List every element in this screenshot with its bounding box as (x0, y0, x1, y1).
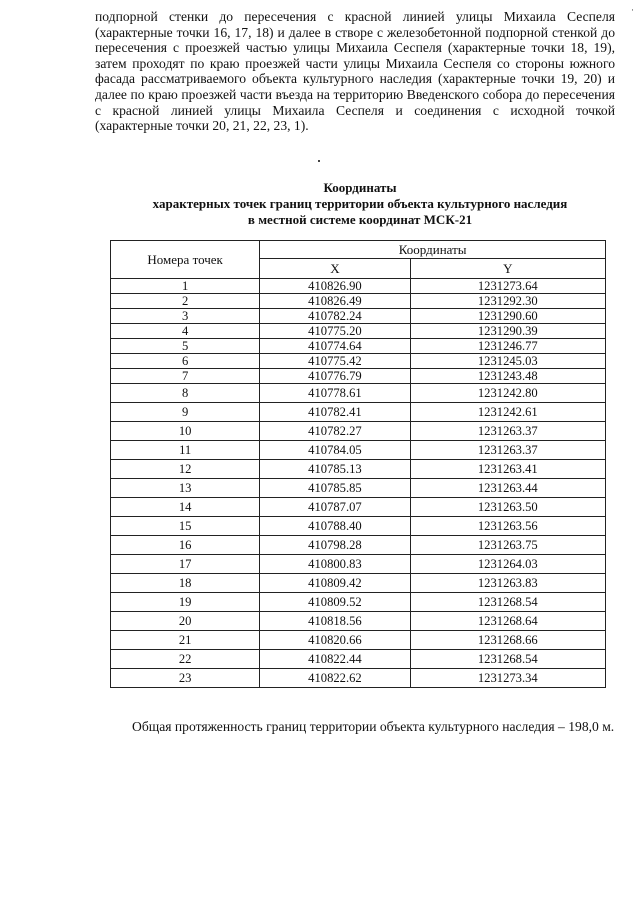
heading-line-1: Координаты (323, 180, 397, 195)
x-coordinate-cell: 410822.44 (260, 650, 410, 669)
x-coordinate-cell: 410784.05 (260, 441, 410, 460)
table-row (111, 536, 606, 555)
x-coordinate-cell: 410785.13 (260, 460, 410, 479)
x-coordinate-cell: 410774.64 (260, 339, 410, 354)
table-row (111, 279, 606, 294)
x-coordinate-cell: 410798.28 (260, 536, 410, 555)
table-row (111, 384, 606, 403)
x-coordinate-cell: 410788.40 (260, 517, 410, 536)
table-row (111, 479, 606, 498)
x-coordinate-cell: 410785.85 (260, 479, 410, 498)
coordinates-table (110, 240, 606, 688)
header-point-numbers: Номера точек (111, 241, 260, 279)
y-coordinate-cell: 1231290.60 (410, 309, 605, 324)
y-coordinate-cell: 1231242.80 (410, 384, 605, 403)
x-coordinate-cell: 410782.27 (260, 422, 410, 441)
x-coordinate-cell: 410776.79 (260, 369, 410, 384)
y-coordinate-cell: 1231263.37 (410, 422, 605, 441)
table-row (111, 422, 606, 441)
x-coordinate-cell: 410809.52 (260, 593, 410, 612)
point-number-cell: 1 (111, 279, 260, 294)
point-number-cell: 15 (111, 517, 260, 536)
y-coordinate-cell: 1231292.30 (410, 294, 605, 309)
point-number-cell: 6 (111, 354, 260, 369)
point-number-cell: 11 (111, 441, 260, 460)
table-row (111, 669, 606, 688)
y-coordinate-cell: 1231243.48 (410, 369, 605, 384)
point-number-cell: 3 (111, 309, 260, 324)
table-row (111, 403, 606, 422)
point-number-cell: 13 (111, 479, 260, 498)
table-row (111, 294, 606, 309)
point-number-cell: 21 (111, 631, 260, 650)
x-coordinate-cell: 410809.42 (260, 574, 410, 593)
table-row (111, 517, 606, 536)
point-number-cell: 9 (111, 403, 260, 422)
y-coordinate-cell: 1231263.75 (410, 536, 605, 555)
table-row (111, 498, 606, 517)
point-number-cell: 12 (111, 460, 260, 479)
point-number-cell: 7 (111, 369, 260, 384)
footer-paragraph (100, 718, 615, 735)
y-coordinate-cell: 1231273.34 (410, 669, 605, 688)
table-row (111, 369, 606, 384)
point-number-cell: 18 (111, 574, 260, 593)
table-row (111, 555, 606, 574)
y-coordinate-cell: 1231263.37 (410, 441, 605, 460)
table-body (111, 279, 606, 688)
x-coordinate-cell: 410820.66 (260, 631, 410, 650)
point-number-cell: 4 (111, 324, 260, 339)
point-number-cell: 17 (111, 555, 260, 574)
x-coordinate-cell: 410775.42 (260, 354, 410, 369)
table-row (111, 309, 606, 324)
y-coordinate-cell: 1231273.64 (410, 279, 605, 294)
point-number-cell: 5 (111, 339, 260, 354)
x-coordinate-cell: 410800.83 (260, 555, 410, 574)
y-coordinate-cell: 1231246.77 (410, 339, 605, 354)
y-coordinate-cell: 1231268.66 (410, 631, 605, 650)
heading-line-3: в местной системе координат МСК-21 (247, 212, 473, 227)
table-row (111, 354, 606, 369)
header-coordinates: Координаты (260, 241, 606, 259)
x-coordinate-cell: 410782.41 (260, 403, 410, 422)
y-coordinate-cell: 1231268.64 (410, 612, 605, 631)
point-number-cell: 10 (111, 422, 260, 441)
y-coordinate-cell: 1231242.61 (410, 403, 605, 422)
point-number-cell: 22 (111, 650, 260, 669)
point-number-cell: 14 (111, 498, 260, 517)
corner-mark: · (631, 5, 634, 15)
table-heading (100, 180, 620, 228)
y-coordinate-cell: 1231268.54 (410, 650, 605, 669)
y-coordinate-cell: 1231263.83 (410, 574, 605, 593)
y-coordinate-cell: 1231245.03 (410, 354, 605, 369)
footer-text: Общая протяженность границ территории объекта культурного наследия – 198,0 м. (132, 719, 615, 734)
y-coordinate-cell: 1231290.39 (410, 324, 605, 339)
intro-paragraph (95, 9, 615, 134)
table-row (111, 574, 606, 593)
y-coordinate-cell: 1231264.03 (410, 555, 605, 574)
table-row (111, 324, 606, 339)
y-coordinate-cell: 1231263.41 (410, 460, 605, 479)
x-coordinate-cell: 410775.20 (260, 324, 410, 339)
y-coordinate-cell: 1231263.44 (410, 479, 605, 498)
point-number-cell: 2 (111, 294, 260, 309)
table-row (111, 339, 606, 354)
table-row (111, 593, 606, 612)
y-coordinate-cell: 1231263.50 (410, 498, 605, 517)
x-coordinate-cell: 410782.24 (260, 309, 410, 324)
table-row (111, 612, 606, 631)
table-row (111, 631, 606, 650)
header-y: Y (410, 259, 605, 279)
x-coordinate-cell: 410787.07 (260, 498, 410, 517)
y-coordinate-cell: 1231263.56 (410, 517, 605, 536)
scan-dot (318, 160, 320, 162)
point-number-cell: 20 (111, 612, 260, 631)
y-coordinate-cell: 1231268.54 (410, 593, 605, 612)
point-number-cell: 23 (111, 669, 260, 688)
intro-text: подпорной стенки до пересечения с красной линией улицы Михаила Сеспеля (характерные точки 16, 17, 18) и далее в створе с железобетонной подпорной стенкой до пересечения с проезжей частью улицы Михаила Сеспеля (характерные точки 18, 19), затем проходят по краю проезжей части улицы Михаила Сеспеля со стороны южного фасада рассматриваемого объекта культурного наследия (характерные точки 19, 20) и далее по краю проезжей части въезда на территорию Введенского собора до пересечения с красной линией улицы Михаила Сеспеля и соединения с исходной точкой (характерные точки 20, 21, 22, 23, 1). (95, 9, 615, 134)
heading-line-2: характерных точек границ территории объекта культурного наследия (152, 196, 568, 211)
x-coordinate-cell: 410778.61 (260, 384, 410, 403)
x-coordinate-cell: 410826.49 (260, 294, 410, 309)
header-x: X (260, 259, 410, 279)
table-row (111, 650, 606, 669)
table-row (111, 460, 606, 479)
point-number-cell: 16 (111, 536, 260, 555)
x-coordinate-cell: 410818.56 (260, 612, 410, 631)
point-number-cell: 8 (111, 384, 260, 403)
table-row (111, 441, 606, 460)
x-coordinate-cell: 410826.90 (260, 279, 410, 294)
point-number-cell: 19 (111, 593, 260, 612)
x-coordinate-cell: 410822.62 (260, 669, 410, 688)
